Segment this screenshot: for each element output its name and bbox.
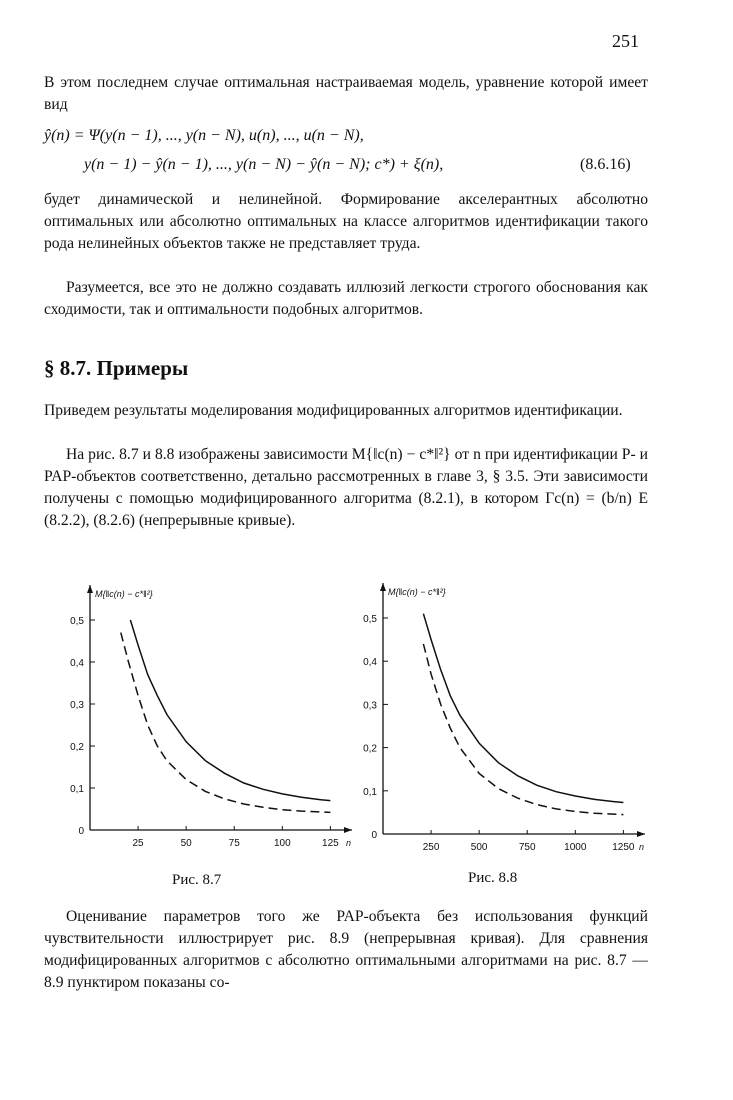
paragraph-figures: На рис. 8.7 и 8.8 изображены зависимости M{‖c(n) − c*‖²} от n при идентификации P- и PAP-объектов соответственно, детально рассмотренных в главе 3, § 3.5. Эти зависимости получены с помощью модифицированного алгоритма (8.2.1), в котором Γc(n) = (b/n) E (8.2.2), (8.2.6) (непрерывные кривые). [44,446,648,529]
equation-line-2: y(n − 1) − ŷ(n − 1), ..., y(n − N) − ŷ(n − N); c*) + ξ(n), [84,156,444,173]
y-tick-label: 0,2 [70,742,84,753]
x-axis-label: n [639,842,645,852]
y-tick-label: 0,2 [363,743,377,755]
x-axis-arrow [637,831,645,837]
x-tick-label: 250 [422,842,440,853]
paragraph-results: Приведем результаты моделирования модифицированных алгоритмов идентификации. [44,402,623,419]
x-axis-arrow [344,827,352,833]
equation-number: (8.6.16) [580,156,631,173]
y-axis-label: M{‖c(n) − c*‖²} [95,589,153,599]
y-tick-label: 0 [78,826,84,837]
x-tick-label: 500 [470,842,488,853]
x-tick-label: 125 [322,838,339,849]
x-tick-label: 1000 [564,842,587,853]
chart-fig-8-7 [50,578,350,858]
page-number: 251 [612,31,639,51]
x-tick-label: 50 [180,838,192,849]
equation-line-1: ŷ(n) = Ψ(y(n − 1), ..., y(n − N), u(n), ..., u(n − N), [44,127,364,144]
x-axis-label: n [346,838,352,848]
paragraph-intro: В этом последнем случае оптимальная настраиваемая модель, уравнение которой имеет вид [44,74,648,113]
y-axis-arrow [380,583,386,591]
y-tick-label: 0,4 [363,657,377,669]
y-axis-label: M{‖c(n) − c*‖²} [388,587,446,597]
y-tick-label: 0,3 [363,700,377,712]
caption-fig-8-8: Рис. 8.8 [468,870,518,886]
chart-fig-8-8 [355,578,655,858]
x-tick-label: 75 [228,838,240,849]
y-tick-label: 0,5 [70,616,84,627]
x-tick-label: 750 [518,842,536,853]
y-tick-label: 0,1 [70,784,84,795]
paragraph-illusion: Разумеется, все это не должно создавать иллюзий легкости строгого обоснования как сходимости, так и оптимальности подобных алгоритмов. [44,279,648,318]
x-tick-label: 1250 [612,842,635,853]
series-modified-line [130,620,330,801]
caption-fig-8-7: Рис. 8.7 [172,872,222,888]
series-optimal-line [423,644,623,815]
paragraph-estimation: Оценивание параметров того же PAP-объекта без использования функций чувствительности иллюстрирует рис. 8.9 (непрерывная кривая). Для сравнения модифицированных алгоритмов с абсолютно оптимальными алгоритмами на рис. 8.7 — 8.9 пунктиром показаны со- [44,908,648,991]
y-tick-label: 0 [371,830,377,841]
section-title: § 8.7. Примеры [44,356,189,380]
y-tick-label: 0,4 [70,658,84,669]
y-tick-label: 0,1 [363,786,377,798]
series-modified-line [423,614,623,803]
y-tick-label: 0,3 [70,700,84,711]
x-tick-label: 100 [273,838,291,849]
y-tick-label: 0,5 [363,614,377,625]
x-tick-label: 25 [132,838,144,849]
series-optimal-line [121,633,331,813]
paragraph-dynamic: будет динамической и нелинейной. Формирование акселерантных абсолютно оптимальных или абсолютно оптимальных на классе алгоритмов идентификации такого рода нелинейных объектов также не представляет труда. [44,191,648,252]
y-axis-arrow [87,585,93,593]
